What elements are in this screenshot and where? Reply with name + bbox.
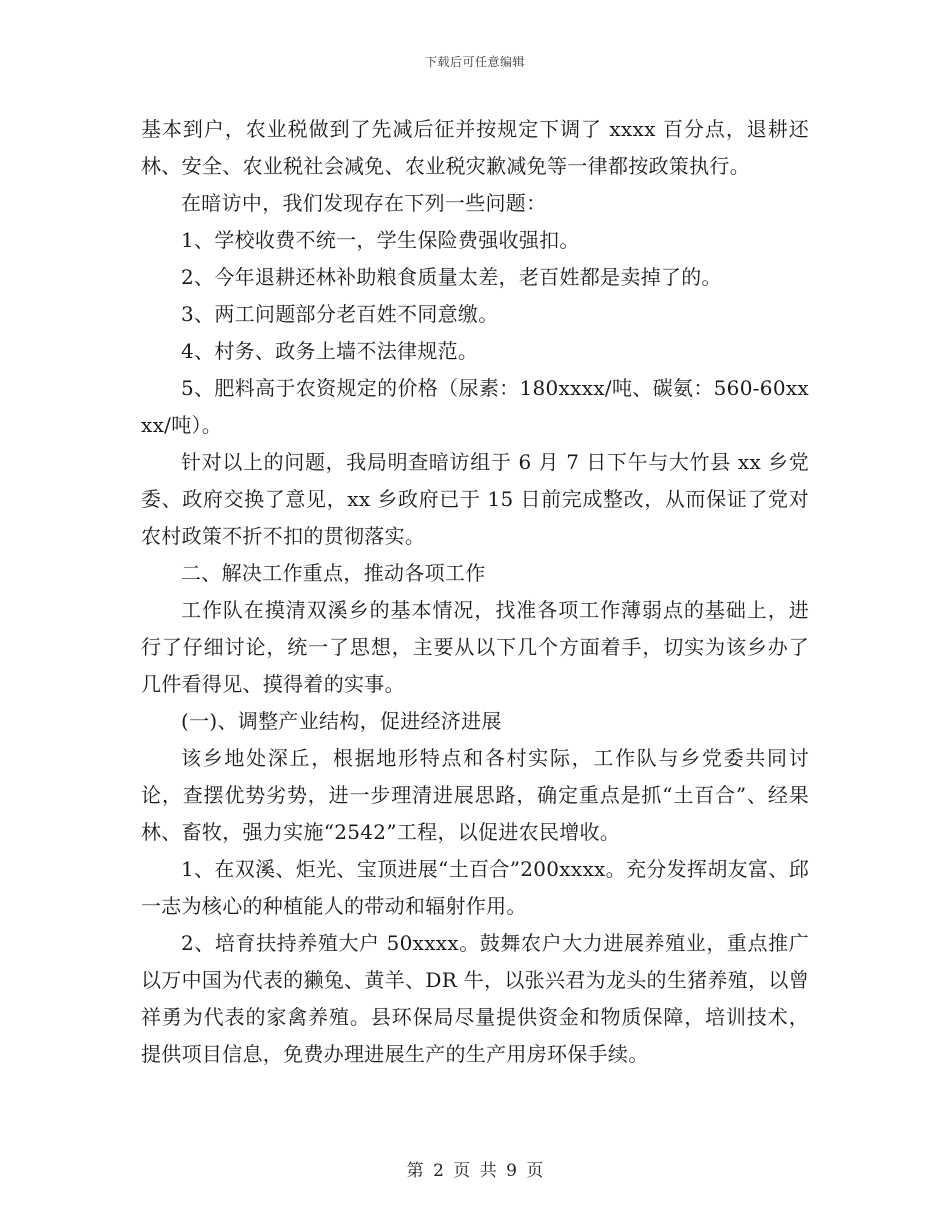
paragraph-6: 4、村务、政务上墙不法律规范。 <box>181 339 479 363</box>
paragraph-3: 1、学校收费不统一，学生保险费强收强扣。 <box>181 228 580 252</box>
paragraph-14: 2、培育扶持养殖大户 50xxxx。鼓舞农户大力进展养殖业，重点推广以万中国为代表的獭兔、黄羊、DR 牛，以张兴君为龙头的生猪养殖，以曾祥勇为代表的家禽养殖。县环保局尽量提供资金和物质保障，培训技术，提供项目信息，免费办理进展生产的生产用房环保手续。 <box>141 931 809 1066</box>
paragraph-10: 工作队在摸清双溪乡的基本情况，找准各项工作薄弱点的基础上，进行了仔细讨论，统一了思想，主要从以下几个方面着手，切实为该乡办了几件看得见、摸得着的实事。 <box>141 598 809 696</box>
paragraph-5: 3、两工问题部分老百姓不同意缴。 <box>181 302 499 326</box>
paragraph-7: 5、肥料高于农资规定的价格（尿素：180xxxx/吨、碳氨：560-60xxxx/吨）。 <box>141 376 809 437</box>
paragraph-13: 1、在双溪、炬光、宝顶进展“土百合”200xxxx。充分发挥胡友富、邱一志为核心的种植能人的带动和辐射作用。 <box>141 857 809 918</box>
paragraph-2: 在暗访中，我们发现存在下列一些问题： <box>181 191 547 215</box>
paragraph-12: 该乡地处深丘，根据地形特点和各村实际，工作队与乡党委共同讨论，查摆优势劣势，进一步理清进展思路，确定重点是抓“土百合”、经果林、畜牧，强力实施“2542”工程，以促进农民增收。 <box>141 746 809 844</box>
section-heading-2: 二、解决工作重点，推动各项工作 <box>181 561 486 585</box>
paragraph-8: 针对以上的问题，我局明查暗访组于 6 月 7 日下午与大竹县 xx 乡党委、政府交换了意见，xx 乡政府已于 15 日前完成整改，从而保证了党对农村政策不折不扣的贯彻落实。 <box>141 450 809 548</box>
document-body <box>141 111 809 1073</box>
subsection-heading-1: (一)、调整产业结构，促进经济进展 <box>181 709 502 733</box>
page-number: 第 2 页 共 9 页 <box>406 1161 544 1181</box>
paragraph-4: 2、今年退耕还林补助粮食质量太差，老百姓都是卖掉了的。 <box>181 265 722 289</box>
paragraph-1: 基本到户，农业税做到了先减后征并按规定下调了 xxxx 百分点，退耕还林、安全、农业税社会减免、农业税灾歉减免等一律都按政策执行。 <box>141 117 809 178</box>
page-header: 下载后可任意编辑 <box>424 55 525 69</box>
